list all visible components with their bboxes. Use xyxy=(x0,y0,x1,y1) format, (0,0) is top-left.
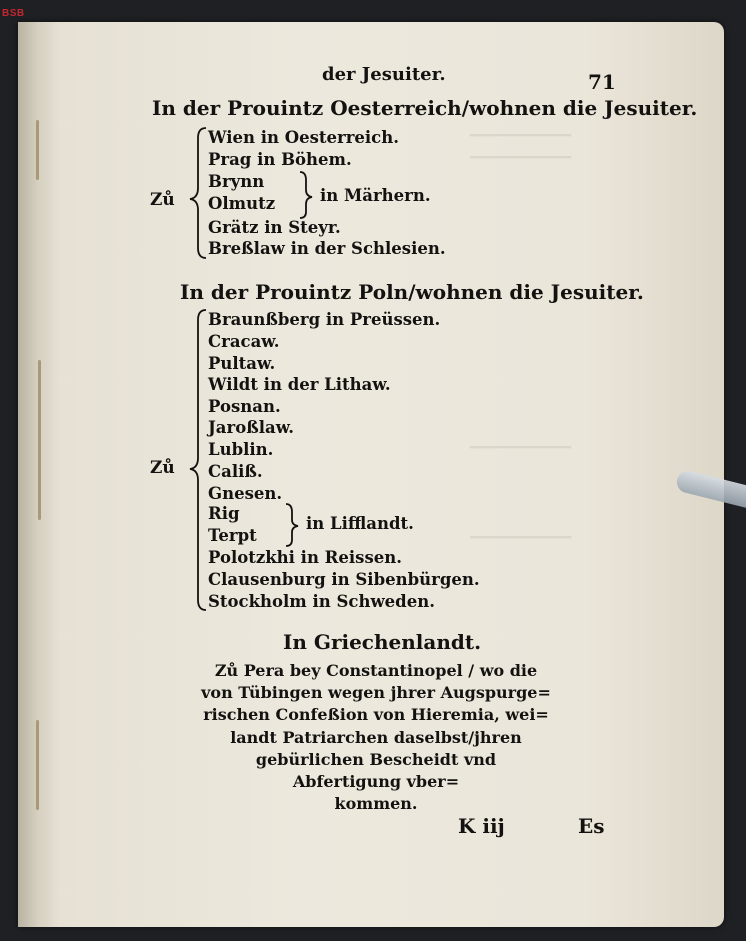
right-brace-poland xyxy=(286,504,298,546)
group-label: in Märhern. xyxy=(320,186,431,205)
list-item: Pultaw. xyxy=(208,354,276,373)
list-item: Brynn xyxy=(208,172,265,191)
signature-mark: K iij xyxy=(458,814,505,838)
list-item: Terpt xyxy=(208,526,257,545)
list-item: Prag in Böhem. xyxy=(208,150,352,169)
list-item: Olmutz xyxy=(208,194,276,213)
running-head: der Jesuiter. xyxy=(322,64,446,85)
show-through: ━━━━━━━━━━━━ xyxy=(470,150,572,166)
paragraph-line: kommen. xyxy=(334,794,418,814)
list-item: Caliß. xyxy=(208,462,263,481)
list-item: Breßlaw in der Schlesien. xyxy=(208,239,446,258)
paragraph-line: Abfertigung vber= xyxy=(292,772,460,792)
folio-number: 71 xyxy=(588,70,616,94)
paragraph-line: von Tübingen wegen jhrer Augspurge= xyxy=(201,683,551,703)
show-through: ━━━━━━━━━━━━ xyxy=(470,128,572,144)
list-item: Jaroßlaw. xyxy=(208,418,294,437)
library-label: BSB xyxy=(2,8,25,19)
list-item: Wildt in der Lithaw. xyxy=(208,375,391,394)
catchword: Es xyxy=(578,814,605,838)
heading-austria: In der Prouintz Oesterreich/wohnen die Jesuiter. xyxy=(152,96,698,120)
list-item: Braunßberg in Preüssen. xyxy=(208,310,441,329)
list-item: Lublin. xyxy=(208,440,274,459)
left-brace-poland xyxy=(190,310,206,610)
prefix-zu: Zů xyxy=(150,458,175,478)
list-item: Cracaw. xyxy=(208,332,280,351)
right-brace-austria xyxy=(300,172,312,218)
paragraph-line: Zů Pera bey Constantinopel / wo die xyxy=(214,661,538,680)
list-item: Posnan. xyxy=(208,397,281,416)
heading-greece: In Griechenlandt. xyxy=(283,630,482,654)
group-label: in Lifflandt. xyxy=(306,514,414,533)
show-through: ━━━━━━━━━━━━ xyxy=(470,440,572,456)
list-item: Polotzkhi in Reissen. xyxy=(208,548,402,567)
list-item: Wien in Oesterreich. xyxy=(208,128,399,147)
prefix-zu: Zů xyxy=(150,190,175,210)
greece-paragraph xyxy=(180,660,572,815)
list-item: Gnesen. xyxy=(208,484,283,503)
list-item: Clausenburg in Sibenbürgen. xyxy=(208,570,480,589)
left-brace-austria xyxy=(190,128,206,258)
list-item: Grätz in Steyr. xyxy=(208,218,341,237)
list-item: Stockholm in Schweden. xyxy=(208,592,435,611)
show-through: ━━━━━━━━━━━━ xyxy=(470,530,572,546)
paragraph-line: gebürlichen Bescheidt vnd xyxy=(255,749,497,769)
paragraph-line: rischen Confeßion von Hieremia, wei= xyxy=(203,705,549,725)
list-item: Rig xyxy=(208,504,240,523)
heading-poland: In der Prouintz Poln/wohnen die Jesuiter. xyxy=(180,280,644,304)
paragraph-line: landt Patriarchen daselbst/jhren xyxy=(230,727,522,747)
